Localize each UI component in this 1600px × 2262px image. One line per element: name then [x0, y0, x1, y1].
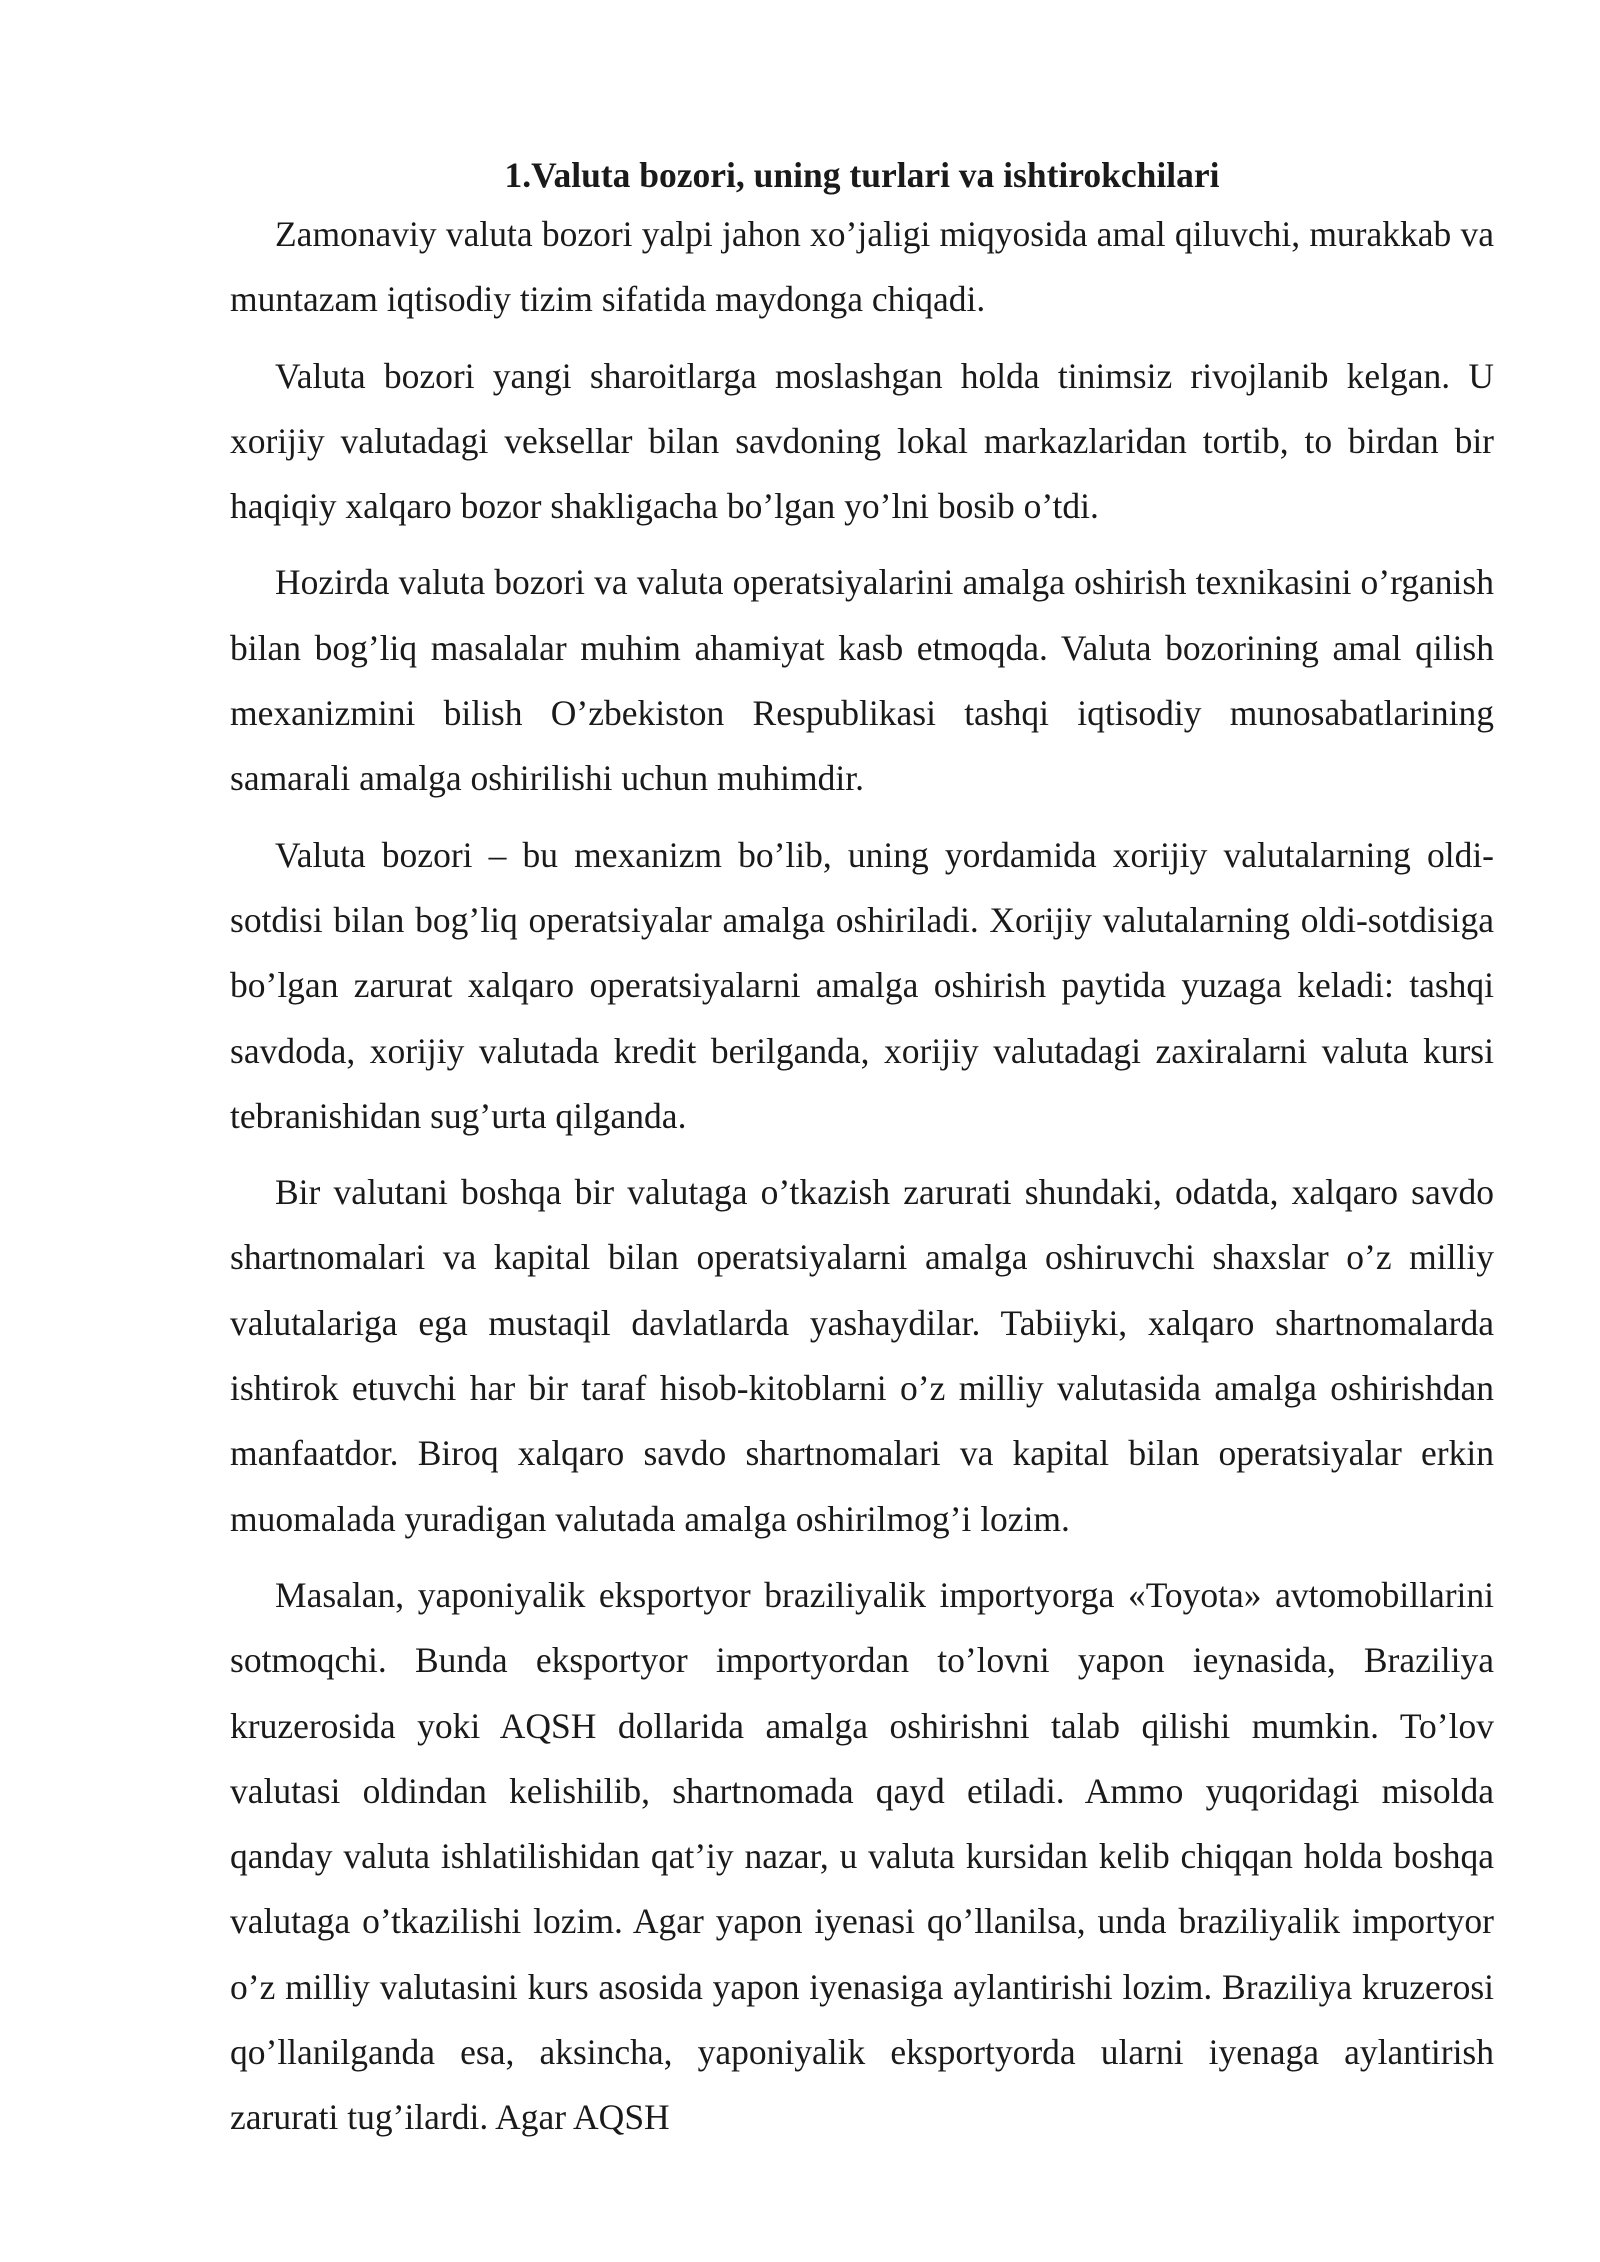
document-page [230, 148, 1494, 2151]
paragraph-5: Bir valutani boshqa bir valutaga o’tkazish zarurati shundaki, odatda, xalqaro savdo shartnomalari va kapital bilan operatsiyalarni amalga oshiruvchi shaxslar o’z milliy valutalariga ega mustaqil davlatlarda yashaydilar. Tabiiyki, xalqaro shartnomalarda ishtirok etuvchi har bir taraf hisob-kitoblarni o’z milliy valutasida amalga oshirishdan manfaatdor. Biroq xalqaro savdo shartnomalari va kapital bilan operatsiyalar erkin muomalada yuradigan valutada amalga oshirilmog’i lozim. [230, 1172, 1494, 1539]
paragraph-3: Hozirda valuta bozori va valuta operatsiyalarini amalga oshirish texnikasini o’rganish bilan bog’liq masalalar muhim ahamiyat kasb etmoqda. Valuta bozorining amal qilish mexanizmini bilish O’zbekiston Respublikasi tashqi iqtisodiy munosabatlarining samarali amalga oshirilishi uchun muhimdir. [230, 562, 1494, 799]
paragraph-2: Valuta bozori yangi sharoitlarga moslashgan holda tinimsiz rivojlanib kelgan. U xorijiy valutadagi veksellar bilan savdoning lokal markazlaridan tortib, to birdan bir haqiqiy xalqaro bozor shakligacha bo’lgan yo’lni bosib o’tdi. [230, 355, 1494, 527]
document-title: 1.Valuta bozori, uning turlari va ishtirokchilari [504, 155, 1220, 195]
paragraph-1: Zamonaviy valuta bozori yalpi jahon xo’jaligi miqyosida amal qiluvchi, murakkab va muntazam iqtisodiy tizim sifatida maydonga chiqadi. [230, 214, 1494, 320]
paragraph-4: Valuta bozori – bu mexanizm bo’lib, uning yordamida xorijiy valutalarning oldi-sotdisi bilan bog’liq operatsiyalar amalga oshiriladi. Xorijiy valutalarning oldi-sotdisiga bo’lgan zarurat xalqaro operatsiyalarni amalga oshirish paytida yuzaga keladi: tashqi savdoda, xorijiy valutada kredit berilganda, xorijiy valutadagi zaxiralarni valuta kursi tebranishidan sug’urta qilganda. [230, 834, 1494, 1136]
paragraph-6: Masalan, yaponiyalik eksportyor braziliyalik importyorga «Toyota» avtomobillarini sotmoqchi. Bunda eksportyor importyordan to’lovni yapon ieynasida, Braziliya kruzerosida yoki AQSH dollarida amalga oshirishni talab qilishi mumkin. To’lov valutasi oldindan kelishilib, shartnomada qayd etiladi. Ammo yuqoridagi misolda qanday valuta ishlatilishidan qat’iy nazar, u valuta kursidan kelib chiqqan holda boshqa valutaga o’tkazilishi lozim. Agar yapon iyenasi qo’llanilsa, unda braziliyalik importyor o’z milliy valutasini kurs asosida yapon iyenasiga aylantirishi lozim. Braziliya kruzerosi qo’llanilganda esa, aksincha, yaponiyalik eksportyorda ularni iyenaga aylantirish zarurati tug’ilardi. Agar AQSH [230, 1574, 1494, 2138]
